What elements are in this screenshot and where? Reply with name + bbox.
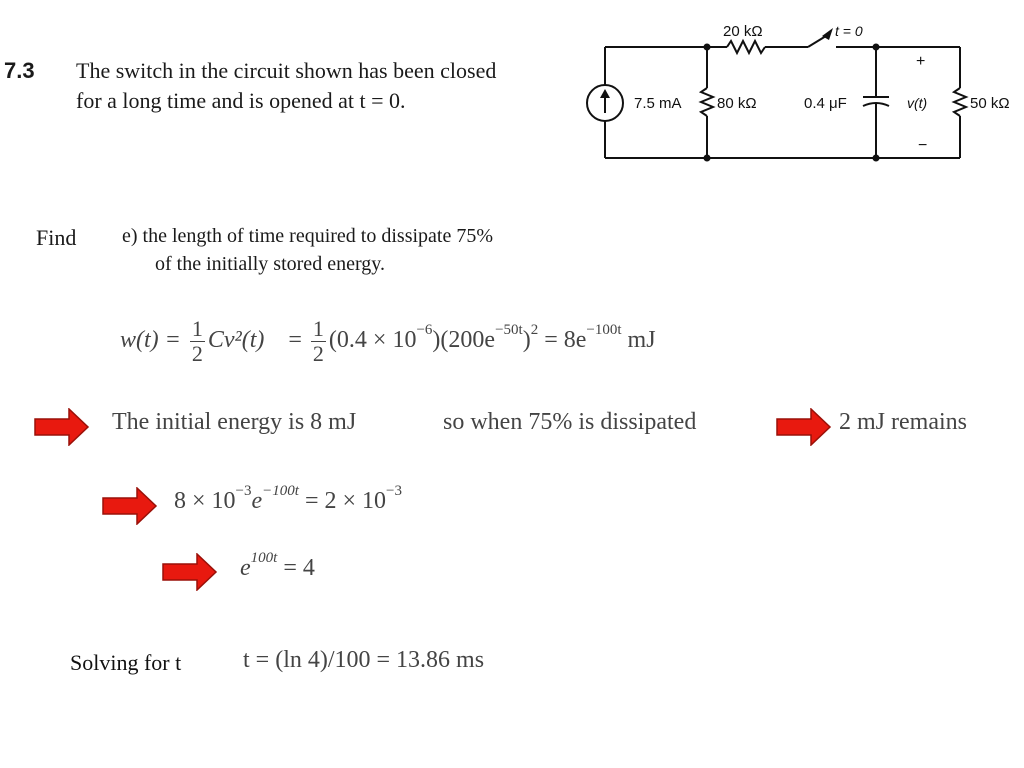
half-fraction: $\frac{1}{2}$: [191, 316, 203, 366]
switch-blade: [808, 36, 826, 47]
label-plus: +: [916, 53, 926, 70]
energy-eq: =: [288, 327, 302, 354]
find-line1: the length of time required to dissipate 75%: [142, 225, 494, 247]
label-80k: 80 kΩ: [717, 95, 757, 112]
find-line2: of the initially stored energy.: [155, 253, 385, 275]
remains-text: 2 mJ remains: [839, 409, 967, 435]
label-50k: 50 kΩ: [970, 95, 1010, 112]
energy-cv: Cv²(t): [207, 327, 265, 354]
half-fraction-2: $\frac{1}{2}$: [312, 316, 324, 366]
label-vt: v(t): [907, 95, 928, 111]
dissipated-text: so when 75% is dissipated: [443, 409, 697, 435]
source-arrow-icon: [600, 89, 610, 98]
red-arrow-icon: [102, 487, 158, 525]
find-part-e: [122, 225, 493, 248]
exponential-equation: $e^{100t} = 4$: [240, 550, 315, 581]
circuit-diagram: [570, 8, 1020, 173]
red-arrow-icon: [162, 553, 218, 591]
red-arrow-icon: [34, 408, 90, 446]
problem-statement-line1: The switch in the circuit shown has been closed: [76, 58, 497, 83]
solution-equation: t = (ln 4)/100 = 13.86 ms: [243, 647, 485, 673]
initial-energy-text: The initial energy is 8 mJ: [112, 409, 357, 435]
find-part-label: e): [122, 225, 138, 247]
label-minus: −: [918, 137, 928, 154]
energy-lhs: w(t) =: [120, 327, 181, 354]
problem-number: 7.3: [4, 58, 35, 83]
label-switch-time: t = 0: [835, 23, 863, 39]
solving-label: Solving for t: [70, 650, 182, 675]
label-20k: 20 kΩ: [723, 23, 763, 40]
series-resistor-20k: [727, 41, 765, 53]
label-cap: 0.4 μF: [804, 95, 847, 112]
energy-remaining-equation: $8 \times 10^{-3}e^{-100t} = 2 \times 10^{-3}$: [174, 483, 403, 514]
red-arrow-icon: [776, 408, 832, 446]
label-source: 7.5 mA: [634, 95, 682, 112]
find-label: Find: [36, 225, 77, 250]
energy-equation: w(t) = $\frac{1}{2}$ Cv²(t) = $\frac{1}{2}$ $(0.4 \times 10^{-6})(200e^{-50t})^2 = 8e^{-100t}$ mJ: [120, 316, 656, 366]
problem-statement-line2: for a long time and is opened at t = 0.: [76, 88, 406, 113]
